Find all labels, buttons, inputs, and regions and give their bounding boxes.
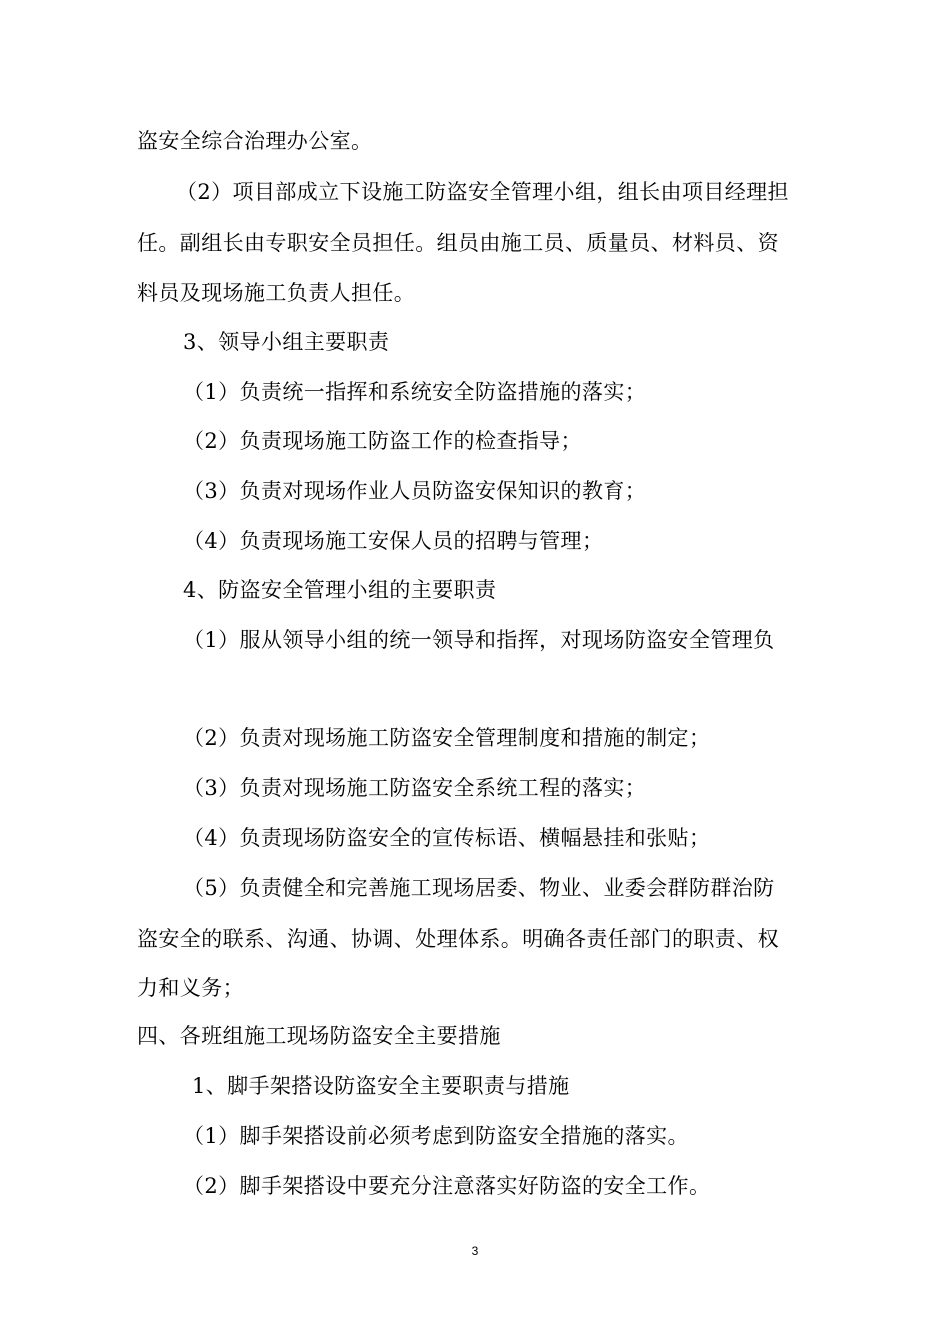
text-line: （2）项目部成立下设施工防盗安全管理小组，组长由项目经理担 bbox=[176, 180, 789, 204]
page-number: 3 bbox=[471, 1244, 479, 1258]
text-line: 料员及现场施工负责人担任。 bbox=[137, 281, 416, 305]
list-item: （2）负责对现场施工防盗安全管理制度和措施的制定； bbox=[183, 726, 711, 750]
list-item: （5）负责健全和完善施工现场居委、物业、业委会群防群治防 bbox=[183, 876, 775, 900]
section-heading: 1、脚手架搭设防盗安全主要职责与措施 bbox=[192, 1074, 570, 1098]
section-heading: 4、防盗安全管理小组的主要职责 bbox=[183, 578, 497, 602]
chapter-heading: 四、各班组施工现场防盗安全主要措施 bbox=[137, 1024, 501, 1048]
list-item: （3）负责对现场作业人员防盗安保知识的教育； bbox=[183, 479, 647, 503]
list-item: （2）负责现场施工防盗工作的检查指导； bbox=[183, 429, 582, 453]
list-item: （3）负责对现场施工防盗安全系统工程的落实； bbox=[183, 776, 647, 800]
list-item: （1）脚手架搭设前必须考虑到防盗安全措施的落实。 bbox=[183, 1124, 689, 1148]
list-item: （4）负责现场防盗安全的宣传标语、横幅悬挂和张贴； bbox=[183, 826, 711, 850]
text-line: 力和义务； bbox=[137, 976, 244, 1000]
text-line: 盗安全的联系、沟通、协调、处理体系。明确各责任部门的职责、权 bbox=[137, 927, 779, 951]
list-item: （4）负责现场施工安保人员的招聘与管理； bbox=[183, 529, 604, 553]
list-item: （1）服从领导小组的统一领导和指挥，对现场防盗安全管理负 bbox=[183, 628, 775, 652]
text-line: 盗安全综合治理办公室。 bbox=[137, 129, 373, 153]
list-item: （2）脚手架搭设中要充分注意落实好防盗的安全工作。 bbox=[183, 1174, 711, 1198]
section-heading: 3、领导小组主要职责 bbox=[183, 330, 390, 354]
text-line: 任。副组长由专职安全员担任。组员由施工员、质量员、材料员、资 bbox=[137, 231, 779, 255]
list-item: （1）负责统一指挥和系统安全防盗措施的落实； bbox=[183, 380, 647, 404]
